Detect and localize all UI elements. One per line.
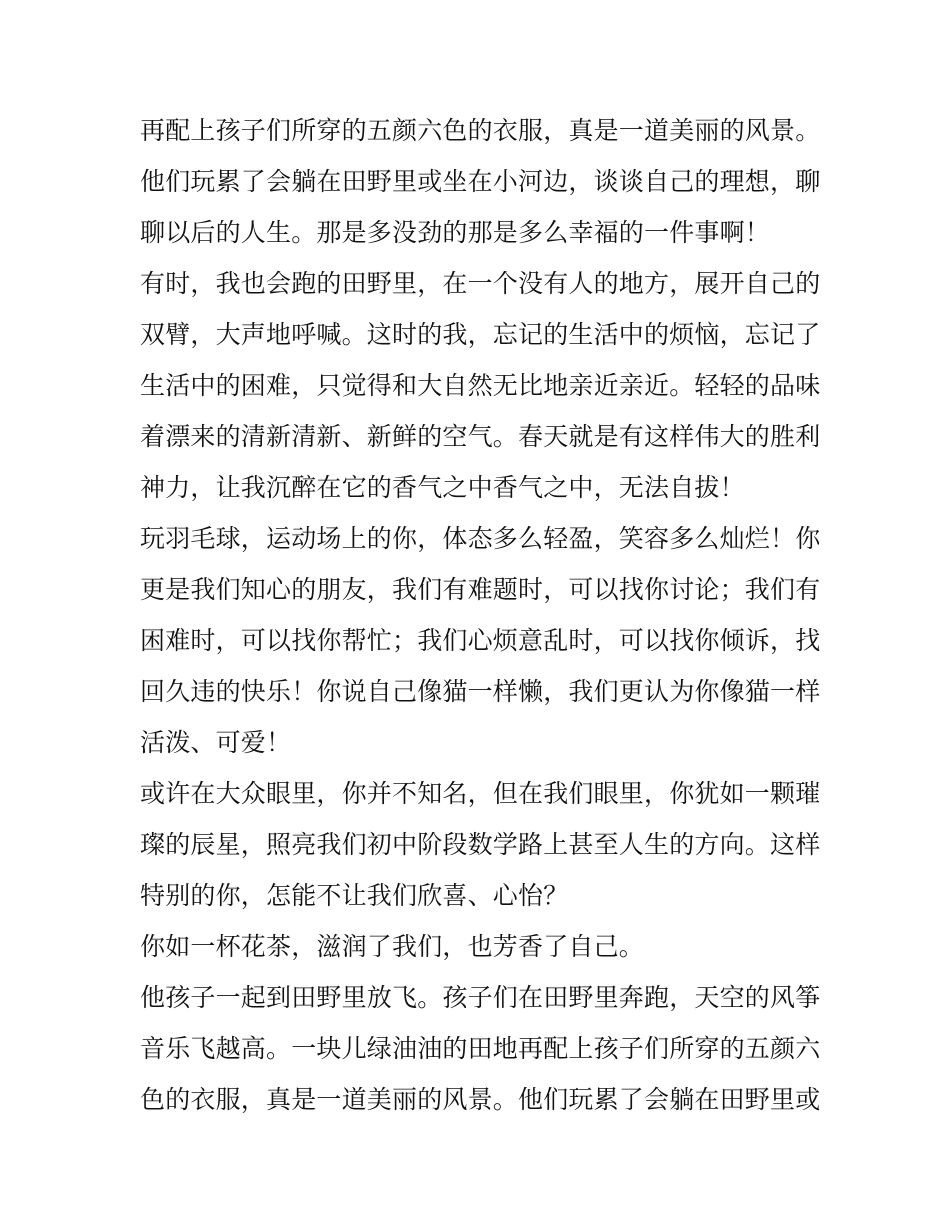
text-line-2: 他们玩累了会躺在田野里或坐在小河边，谈谈自己的理想，聊 [140,167,821,196]
text-line-9: 玩羽毛球，运动场上的你，体态多么轻盈，笑容多么灿烂！你 [140,524,821,553]
text-line-1: 再配上孩子们所穿的五颜六色的衣服，真是一道美丽的风景。 [140,116,821,145]
text-line-13: 活泼、可爱！ [140,728,292,757]
text-line-17: 你如一杯花茶，滋润了我们，也芳香了自己。 [140,932,645,961]
text-line-11: 困难时，可以找你帮忙；我们心烦意乱时，可以找你倾诉，找 [140,626,821,655]
text-line-15: 璨的辰星，照亮我们初中阶段数学路上甚至人生的方向。这样 [140,830,821,859]
document-body [140,105,820,1125]
text-line-4: 有时，我也会跑的田野里，在一个没有人的地方，展开自己的 [140,269,821,298]
text-line-6: 生活中的困难，只觉得和大自然无比地亲近亲近。轻轻的品味 [140,371,821,400]
text-line-10: 更是我们知心的朋友，我们有难题时，可以找你讨论；我们有 [140,575,821,604]
text-line-18: 他孩子一起到田野里放飞。孩子们在田野里奔跑，天空的风筝 [140,983,821,1012]
text-line-14: 或许在大众眼里，你并不知名，但在我们眼里，你犹如一颗璀 [140,779,821,808]
text-line-7: 着漂来的清新清新、新鲜的空气。春天就是有这样伟大的胜利 [140,422,821,451]
text-line-20: 色的衣服，真是一道美丽的风景。他们玩累了会躺在田野里或 [140,1085,821,1114]
text-line-19: 音乐飞越高。一块儿绿油油的田地再配上孩子们所穿的五颜六 [140,1034,821,1063]
text-line-3: 聊以后的人生。那是多没劲的那是多么幸福的一件事啊！ [140,218,771,247]
text-line-5: 双臂，大声地呼喊。这时的我，忘记的生活中的烦恼，忘记了 [140,320,821,349]
text-line-12: 回久违的快乐！你说自己像猫一样懒，我们更认为你像猫一样 [140,677,821,706]
text-line-8: 神力，让我沉醉在它的香气之中香气之中，无法自拔！ [140,473,745,502]
text-line-16: 特别的你，怎能不让我们欣喜、心怡？ [140,881,569,910]
